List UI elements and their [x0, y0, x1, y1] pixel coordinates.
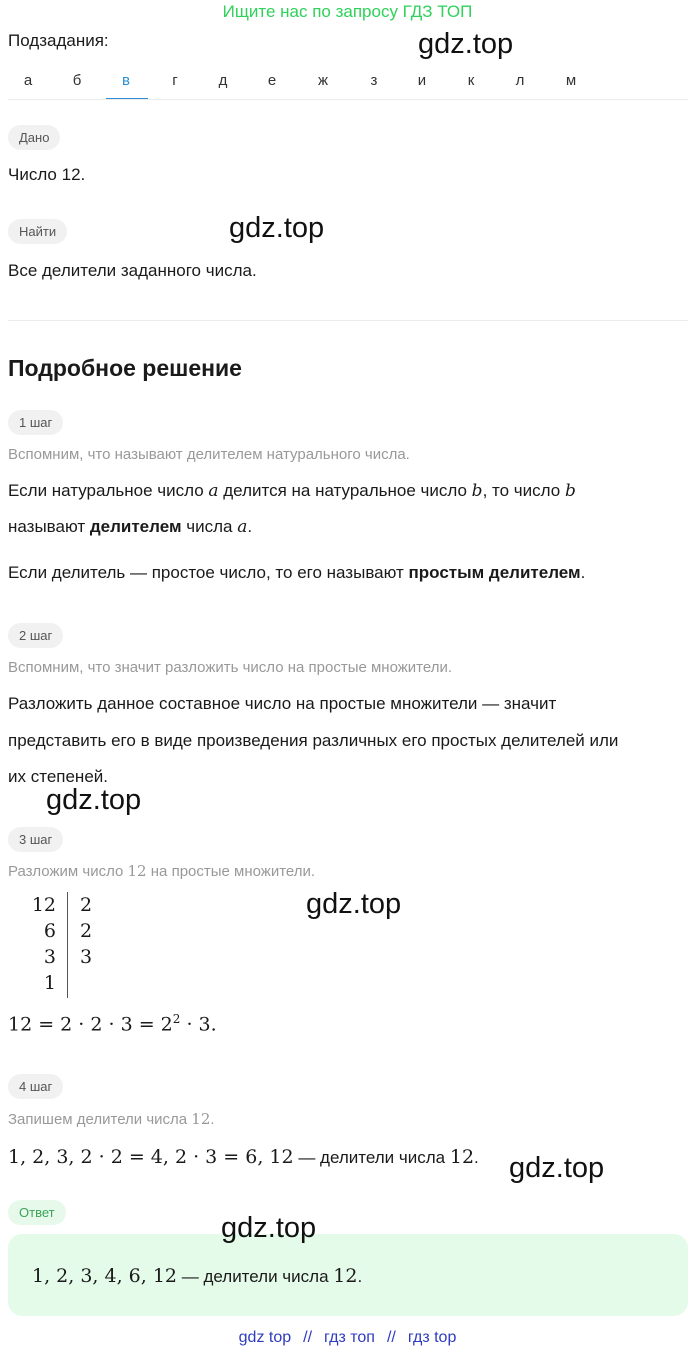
tab-e[interactable]: е [267, 72, 277, 89]
factorization-expression-tail: · 3. [180, 1013, 217, 1036]
footer-separator: // [303, 1329, 313, 1346]
factorization-divider [67, 892, 68, 998]
tab-a[interactable]: а [23, 72, 33, 89]
factorization-factor: 3 [80, 946, 93, 968]
step-4-hint-number: 12 [191, 1110, 211, 1128]
divisors-expression: 1, 2, 3, 2 · 2 = 4, 2 · 3 = 6, 12 [8, 1146, 294, 1168]
step-1-text-part: , то число [482, 481, 565, 500]
step-2-line-3: их степеней. [8, 767, 108, 786]
tabs-divider [8, 99, 688, 100]
step-1-text-part: . [580, 563, 586, 582]
step-1-text-part: называют [8, 517, 90, 536]
subtask-tabs [0, 68, 695, 100]
tab-v[interactable]: в [122, 72, 130, 89]
step-1-text-part: Если делитель — простое число, то его называют [8, 563, 409, 582]
footer-link-gdz-top-ru[interactable]: гдз топ [324, 1329, 375, 1346]
given-text: Число 12. [8, 165, 86, 184]
answer-end: . [357, 1267, 363, 1286]
factorization-exponent: 2 [172, 1012, 181, 1026]
footer-link-gdz-top[interactable]: gdz top [238, 1329, 292, 1346]
step-1-paragraph-2 [8, 517, 252, 537]
given-section [8, 125, 60, 150]
step-1-hint: Вспомним, что называют делителем натурального числа. [8, 446, 410, 463]
step-3-hint [8, 862, 315, 880]
step-3-chip: 3 шаг [8, 827, 63, 852]
watermark: gdz.top [509, 1152, 605, 1184]
section-divider [8, 320, 688, 321]
step-3-section [8, 827, 63, 852]
step-3-hint-number: 12 [127, 862, 147, 880]
step-4-hint [8, 1110, 215, 1128]
factorization-result [8, 1012, 217, 1035]
footer-separator: // [386, 1329, 396, 1346]
tab-zh[interactable]: ж [317, 72, 329, 89]
step-3-hint-part: на простые множители. [146, 863, 316, 880]
factorization-table [20, 892, 130, 998]
tab-m[interactable]: м [565, 72, 577, 89]
step-2-chip: 2 шаг [8, 623, 63, 648]
prime-divisor-term: простым делителем [408, 563, 581, 582]
search-promo-text: Ищите нас по запросу ГДЗ ТОП [222, 2, 473, 21]
find-section [8, 219, 67, 244]
watermark: gdz.top [229, 212, 325, 244]
tab-g[interactable]: г [172, 72, 178, 89]
step-4-divisors [8, 1146, 479, 1168]
given-chip: Дано [8, 125, 60, 150]
step-4-hint-part: . [210, 1111, 215, 1128]
step-1-text-part: числа [181, 517, 238, 536]
divisors-text: — делители числа [293, 1148, 450, 1167]
answer-text [32, 1265, 362, 1287]
find-text: Все делители заданного числа. [8, 261, 257, 280]
tab-i[interactable]: и [417, 72, 427, 89]
step-1-text-part: . [247, 517, 253, 536]
answer-section [8, 1200, 66, 1225]
tab-z[interactable]: з [370, 72, 378, 89]
watermark: gdz.top [418, 28, 514, 60]
variable-b: b [564, 481, 576, 501]
watermark: gdz.top [46, 784, 142, 816]
divisor-term: делителем [89, 517, 182, 536]
step-4-hint-part: Запишем делители числа [8, 1111, 192, 1128]
watermark: gdz.top [221, 1212, 317, 1244]
footer-link-gdz-top-mixed[interactable]: гдз top [407, 1329, 457, 1346]
divisors-end: . [474, 1148, 479, 1167]
step-2-line-2: представить его в виде произведения различных его простых делителей или [8, 731, 619, 750]
factorization-factor: 2 [80, 920, 93, 942]
factorization-factor: 2 [80, 894, 93, 916]
answer-number: 12 [333, 1265, 358, 1287]
watermark: gdz.top [306, 888, 402, 920]
find-chip: Найти [8, 219, 67, 244]
variable-a: a [208, 481, 219, 501]
step-1-section [8, 410, 63, 435]
footer-links [0, 1329, 695, 1347]
tab-l[interactable]: л [515, 72, 525, 89]
tab-k[interactable]: к [467, 72, 475, 89]
variable-b: b [471, 481, 483, 501]
solution-title: Подробное решение [8, 355, 242, 381]
step-2-line-1: Разложить данное составное число на простые множители — значит [8, 694, 557, 713]
answer-tail: — делители числа [177, 1267, 334, 1286]
step-4-section [8, 1074, 63, 1099]
step-1-paragraph-3 [8, 563, 585, 583]
factorization-expression: 12 = 2 · 2 · 3 = 2 [8, 1013, 173, 1036]
answer-expression: 1, 2, 3, 4, 6, 12 [32, 1265, 178, 1287]
step-3-hint-part: Разложим число [8, 863, 128, 880]
step-1-chip: 1 шаг [8, 410, 63, 435]
factorization-dividend: 3 [43, 946, 56, 968]
step-2-section [8, 623, 63, 648]
divisors-number: 12 [449, 1146, 475, 1168]
step-4-chip: 4 шаг [8, 1074, 63, 1099]
factorization-dividend: 1 [43, 972, 56, 994]
variable-a: a [237, 517, 248, 537]
factorization-dividend: 12 [31, 894, 56, 916]
subtasks-label: Подзадания: [8, 31, 109, 50]
tab-d[interactable]: д [218, 72, 228, 89]
tab-b[interactable]: б [72, 72, 82, 89]
step-2-hint: Вспомним, что значит разложить число на простые множители. [8, 659, 453, 676]
step-1-text-part: делится на натуральное число [218, 481, 472, 500]
factorization-dividend: 6 [43, 920, 56, 942]
answer-chip: Ответ [8, 1200, 66, 1225]
step-1-paragraph-1 [8, 481, 576, 501]
step-1-text-part: Если натуральное число [8, 481, 209, 500]
